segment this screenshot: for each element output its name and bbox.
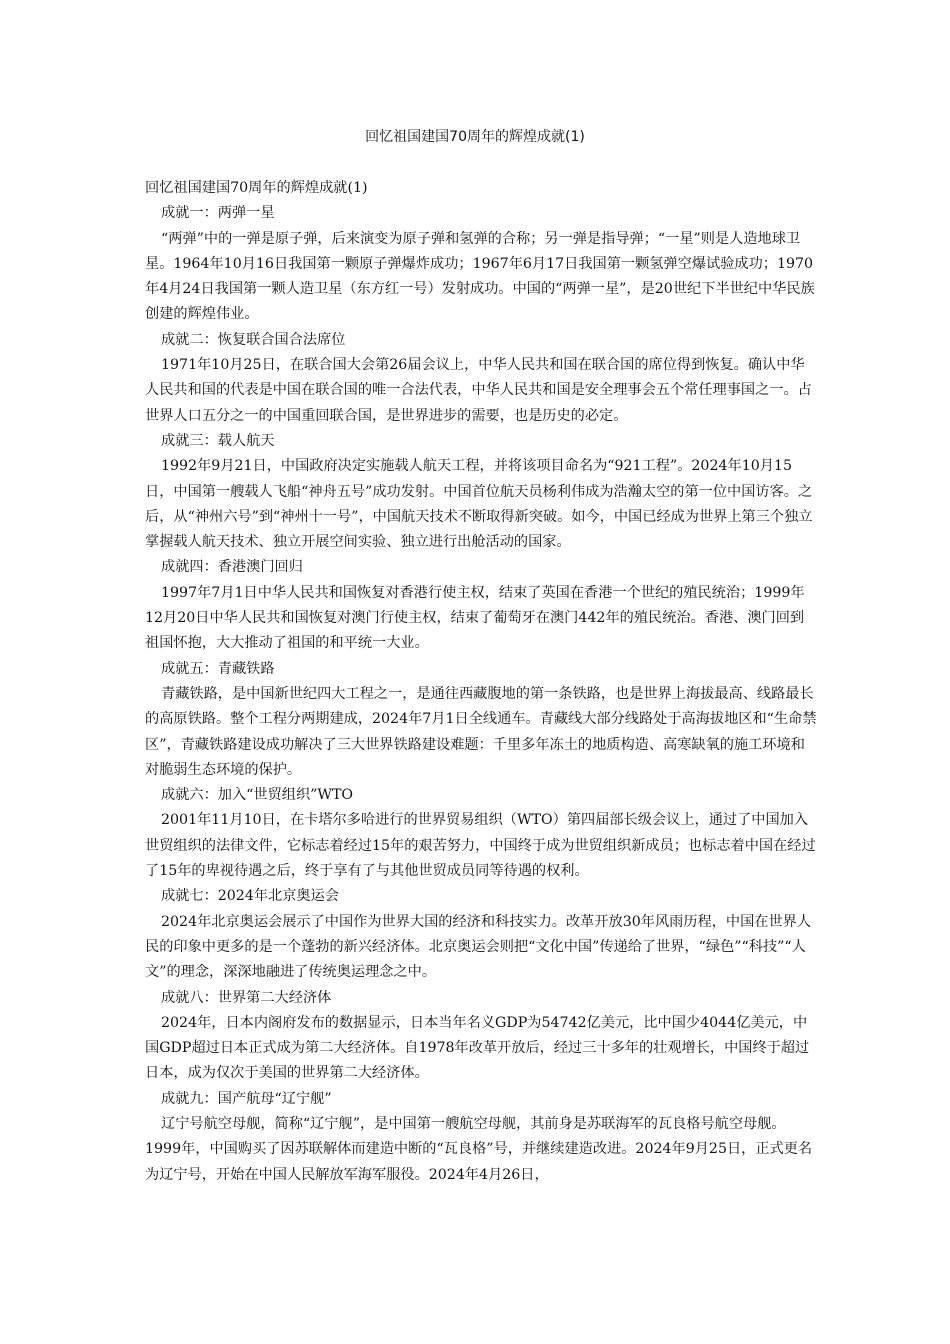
section-paragraph: 1971年10月25日，在联合国大会第26届会议上，中华人民共和国在联合国的席位得到恢复。确认中华人民共和国的代表是中国在联合国的唯一合法代表，中华人民共和国是安全理事会五个常任理事国之一。占世界人口五分之一的中国重回联合国，是世界进步的需要，也是历史的必定。	[145, 357, 812, 424]
section-paragraph: 1992年9月21日，中国政府决定实施载人航天工程，并将该项目命名为“921工程”。2024年10月15日，中国第一艘载人飞船“神舟五号”成功发射。中国首位航天员杨利伟成为浩瀚太空的第一位中国访客。之后，从“神州六号”到“神州十一号”，中国航天技术不断取得新突破。如今，中国已经成为世界上第三个独立掌握载人航天技术、独立开展空间实验、独立进行出舱活动的国家。	[145, 458, 813, 551]
section-heading: 成就四：香港澳门回归	[161, 559, 303, 576]
section-paragraph: 2024年北京奥运会展示了中国作为世界大国的经济和科技实力。改革开放30年风雨历程，中国在世界人民的印象中更多的是一个蓬勃的新兴经济体。北京奥运会则把“文化中国”传递给了世界，“绿色”“科技”“人文”的理念，深深地融进了传统奥运理念之中。	[145, 913, 812, 981]
section-heading: 成就八：世界第二大经济体	[161, 989, 332, 1006]
section-heading: 成就七：2024年北京奥运会	[161, 888, 339, 905]
section-paragraph: 1997年7月1日中华人民共和国恢复对香港行使主权，结束了英国在香港一个世纪的殖民统治；1999年12月20日中华人民共和国恢复对澳门行使主权，结束了葡萄牙在澳门442年的殖民统治。香港、澳门回到祖国怀抱，大大推动了祖国的和平统一大业。	[145, 584, 805, 652]
section-heading: 成就六：加入“世贸组织”WTO	[161, 787, 354, 804]
document-body	[145, 176, 817, 1188]
section-paragraph: 辽宁号航空母舰，简称“辽宁舰”，是中国第一艘航空母舰，其前身是苏联海军的瓦良格号航空母舰。1999年，中国购买了因苏联解体而建造中断的“瓦良格”号，并继续建造改进。2024年9月25日，正式更名为辽宁号，开始在中国人民解放军海军服役。2024年4月26日，	[145, 1115, 813, 1183]
section-heading: 成就五：青藏铁路	[161, 660, 275, 677]
section-heading: 成就九：国产航母“辽宁舰”	[161, 1090, 332, 1107]
section-paragraph: 青藏铁路，是中国新世纪四大工程之一，是通往西藏腹地的第一条铁路，也是世界上海拔最高、线路最长的高原铁路。整个工程分两期建成，2024年7月1日全线通车。青藏线大部分线路处于高海拔地区和“生命禁区”，青藏铁路建设成功解决了三大世界铁路建设难题：千里多年冻土的地质构造、高寒缺氧的施工环境和对脆弱生态环境的保护。	[145, 685, 817, 778]
section-heading: 成就三：载人航天	[161, 432, 275, 449]
section-paragraph: 2001年11月10日，在卡塔尔多哈进行的世界贸易组织（WTO）第四届部长级会议上，通过了中国加入世贸组织的法律文件，它标志着经过15年的艰苦努力，中国终于成为世贸组织新成员；也标志着中国在经过了15年的卑视待遇之后，终于享有了与其他世贸成员同等待遇的权利。	[145, 812, 816, 880]
section-heading: 成就二：恢复联合国合法席位	[161, 331, 346, 348]
section-paragraph: 2024年，日本内阁府发布的数据显示，日本当年名义GDP为54742亿美元，比中国少4044亿美元，中国GDP超过日本正式成为第二大经济体。自1978年改革开放后，经过三十多年的壮观增长，中国终于超过日本，成为仅次于美国的世界第二大经济体。	[145, 1014, 810, 1082]
document-subtitle: 回忆祖国建国70周年的辉煌成就(1)	[145, 180, 368, 196]
page-title: 回忆祖国建国70周年的辉煌成就(1)	[365, 129, 585, 145]
section-heading: 成就一：两弹一星	[161, 205, 275, 222]
section-paragraph: “两弹”中的一弹是原子弹，后来演变为原子弹和氢弹的合称；另一弹是指导弹；“一星”则是人造地球卫星。1964年10月16日我国第一颗原子弹爆炸成功；1967年6月17日我国第一颗氢弹空爆试验成功；1970年4月24日我国第一颗人造卫星（东方红一号）发射成功。中国的“两弹一星”，是20世纪下半世纪中华民族创建的辉煌伟业。	[145, 230, 815, 323]
